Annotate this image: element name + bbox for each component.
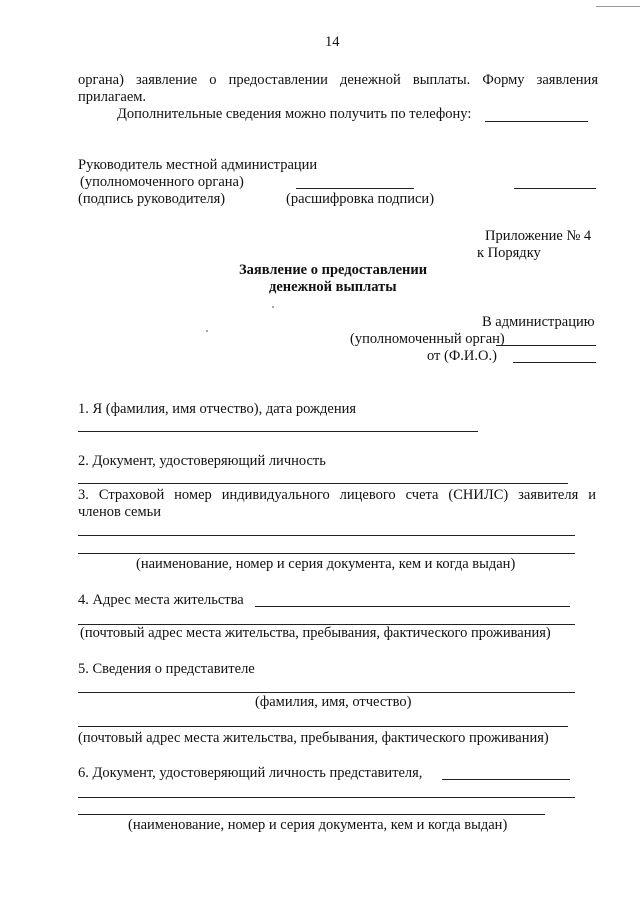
appendix-label: Приложение № 4 (485, 228, 592, 244)
field-label: 4. Адрес места жительства (78, 592, 244, 608)
field-label: 1. Я (фамилия, имя отчество), дата рождения (78, 401, 357, 417)
field-label: членов семьи (78, 504, 162, 520)
field-label: 6. Документ, удостоверяющий личность представителя, (78, 765, 423, 781)
field-blank-line (255, 606, 570, 607)
signature-blank-line (296, 188, 414, 189)
field-blank-line (78, 553, 575, 554)
field-blank-line (78, 483, 568, 484)
field-blank-line (78, 692, 575, 693)
field-caption: (наименование, номер и серия документа, кем и когда выдан) (136, 556, 516, 572)
head-role-text: (уполномоченного органа) (80, 174, 244, 190)
body-text-line: органа) заявление о предоставлении денежной выплаты. Форму заявления (78, 72, 598, 88)
scan-edge-mark (596, 0, 640, 7)
field-caption: (фамилия, имя, отчество) (255, 694, 412, 710)
page-number: 14 (325, 34, 340, 50)
addressee-org-text: (уполномоченный орган) (350, 331, 505, 347)
field-label: 5. Сведения о представителе (78, 661, 255, 677)
field-caption: (почтовый адрес места жительства, пребывания, фактического проживания) (78, 730, 549, 746)
appendix-order-label: к Порядку (477, 245, 541, 261)
head-role-text: Руководитель местной администрации (78, 157, 318, 173)
decode-caption: (расшифровка подписи) (286, 191, 435, 207)
field-blank-line (78, 431, 478, 432)
phone-blank-line (485, 121, 588, 122)
field-blank-line (78, 797, 575, 798)
body-text-line: прилагаем. (78, 89, 147, 105)
field-blank-line (442, 779, 570, 780)
field-label: 3. Страховой номер индивидуального лицевого счета (СНИЛС) заявителя и (78, 487, 596, 503)
field-label: 2. Документ, удостоверяющий личность (78, 453, 326, 469)
form-title: денежной выплаты (269, 279, 397, 295)
name-decode-blank-line (514, 188, 596, 189)
signature-caption: (подпись руководителя) (78, 191, 226, 207)
scan-speck (206, 330, 208, 332)
addressee-text: В администрацию (482, 314, 595, 330)
scan-speck (272, 306, 274, 308)
sender-name-blank-line (513, 362, 596, 363)
field-caption: (наименование, номер и серия документа, кем и когда выдан) (128, 817, 508, 833)
field-blank-line (78, 814, 545, 815)
field-caption: (почтовый адрес места жительства, пребывания, фактического проживания) (80, 625, 551, 641)
form-title: Заявление о предоставлении (239, 262, 428, 278)
field-blank-line (78, 535, 575, 536)
field-blank-line (78, 726, 568, 727)
addressee-org-blank-line (496, 345, 596, 346)
phone-info-text: Дополнительные сведения можно получить по телефону: (117, 106, 472, 122)
sender-name-text: от (Ф.И.О.) (427, 348, 497, 364)
